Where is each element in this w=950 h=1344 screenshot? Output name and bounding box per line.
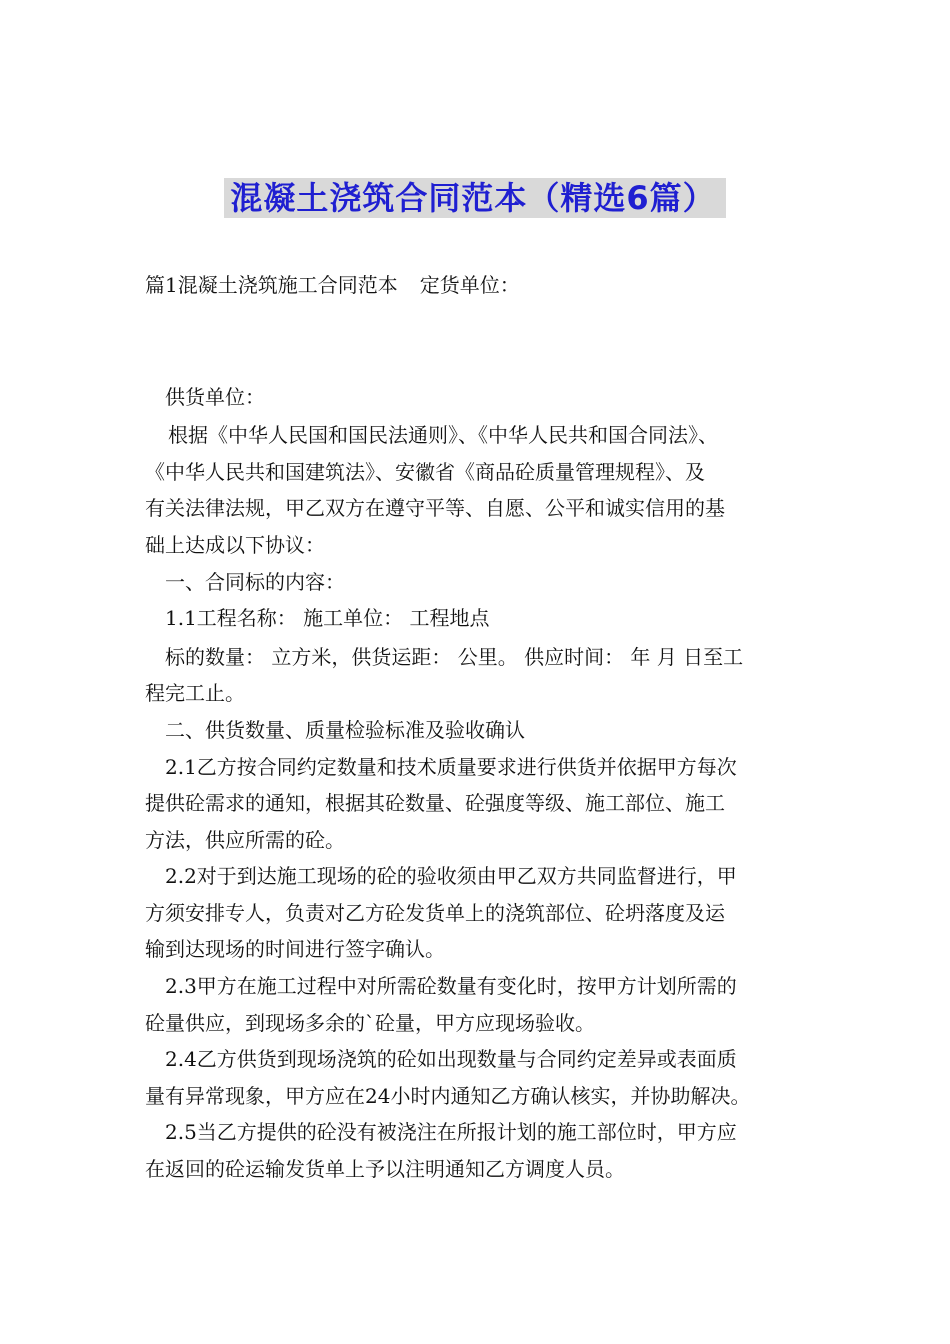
paragraph-line: 础上达成以下协议： xyxy=(145,533,325,557)
paragraph-line: 在返回的砼运输发货单上予以注明通知乙方调度人员。 xyxy=(145,1157,625,1181)
paragraph-line: 程完工止。 xyxy=(145,681,245,705)
paragraph-line: 标的数量： 立方米，供货运距： 公里。 供应时间： 年 月 日至工 xyxy=(165,645,744,669)
paragraph-line: 《中华人民共和国建筑法》、安徽省《商品砼质量管理规程》、及 xyxy=(145,460,705,484)
paragraph-line: 2.5当乙方提供的砼没有被浇注在所报计划的施工部位时，甲方应 xyxy=(165,1120,737,1144)
section-heading-row xyxy=(145,268,520,302)
paragraph-line: 2.4乙方供货到现场浇筑的砼如出现数量与合同约定差异或表面质 xyxy=(165,1047,737,1071)
order-unit-label: 定货单位： xyxy=(419,273,520,297)
paragraph-line: 2.3甲方在施工过程中对所需砼数量有变化时，按甲方计划所需的 xyxy=(165,974,737,998)
paragraph-line: 2.1乙方按合同约定数量和技术质量要求进行供货并依据甲方每次 xyxy=(165,755,737,779)
section-heading: 篇1混凝土浇筑施工合同范本 xyxy=(145,273,398,297)
section-heading-1: 一、合同标的内容： xyxy=(165,570,345,594)
section-heading-2: 二、供货数量、质量检验标准及验收确认 xyxy=(165,718,525,742)
paragraph-line: 量有异常现象，甲方应在24小时内通知乙方确认核实，并协助解决。 xyxy=(145,1084,751,1108)
paragraph-line: 输到达现场的时间进行签字确认。 xyxy=(145,937,445,961)
paragraph-line: 砼量供应，到现场多余的`砼量，甲方应现场验收。 xyxy=(145,1011,595,1035)
supply-unit-label: 供货单位： xyxy=(165,385,265,409)
paragraph-line: 方法，供应所需的砼。 xyxy=(145,828,345,852)
paragraph-line: 方须安排专人，负责对乙方砼发货单上的浇筑部位、砼坍落度及运 xyxy=(145,901,725,925)
paragraph-line: 1.1工程名称： 施工单位： 工程地点 xyxy=(165,606,490,630)
document-title: 混凝土浇筑合同范本（精选6篇） xyxy=(224,178,725,218)
paragraph-line: 提供砼需求的通知，根据其砼数量、砼强度等级、施工部位、施工 xyxy=(145,791,725,815)
paragraph-line: 根据《中华人民国和国民法通则》、《中华人民共和国合同法》、 xyxy=(168,423,718,447)
paragraph-line: 有关法律法规，甲乙双方在遵守平等、自愿、公平和诚实信用的基 xyxy=(145,496,725,520)
title-container xyxy=(0,178,950,218)
paragraph-line: 2.2对于到达施工现场的砼的验收须由甲乙双方共同监督进行，甲 xyxy=(165,864,737,888)
